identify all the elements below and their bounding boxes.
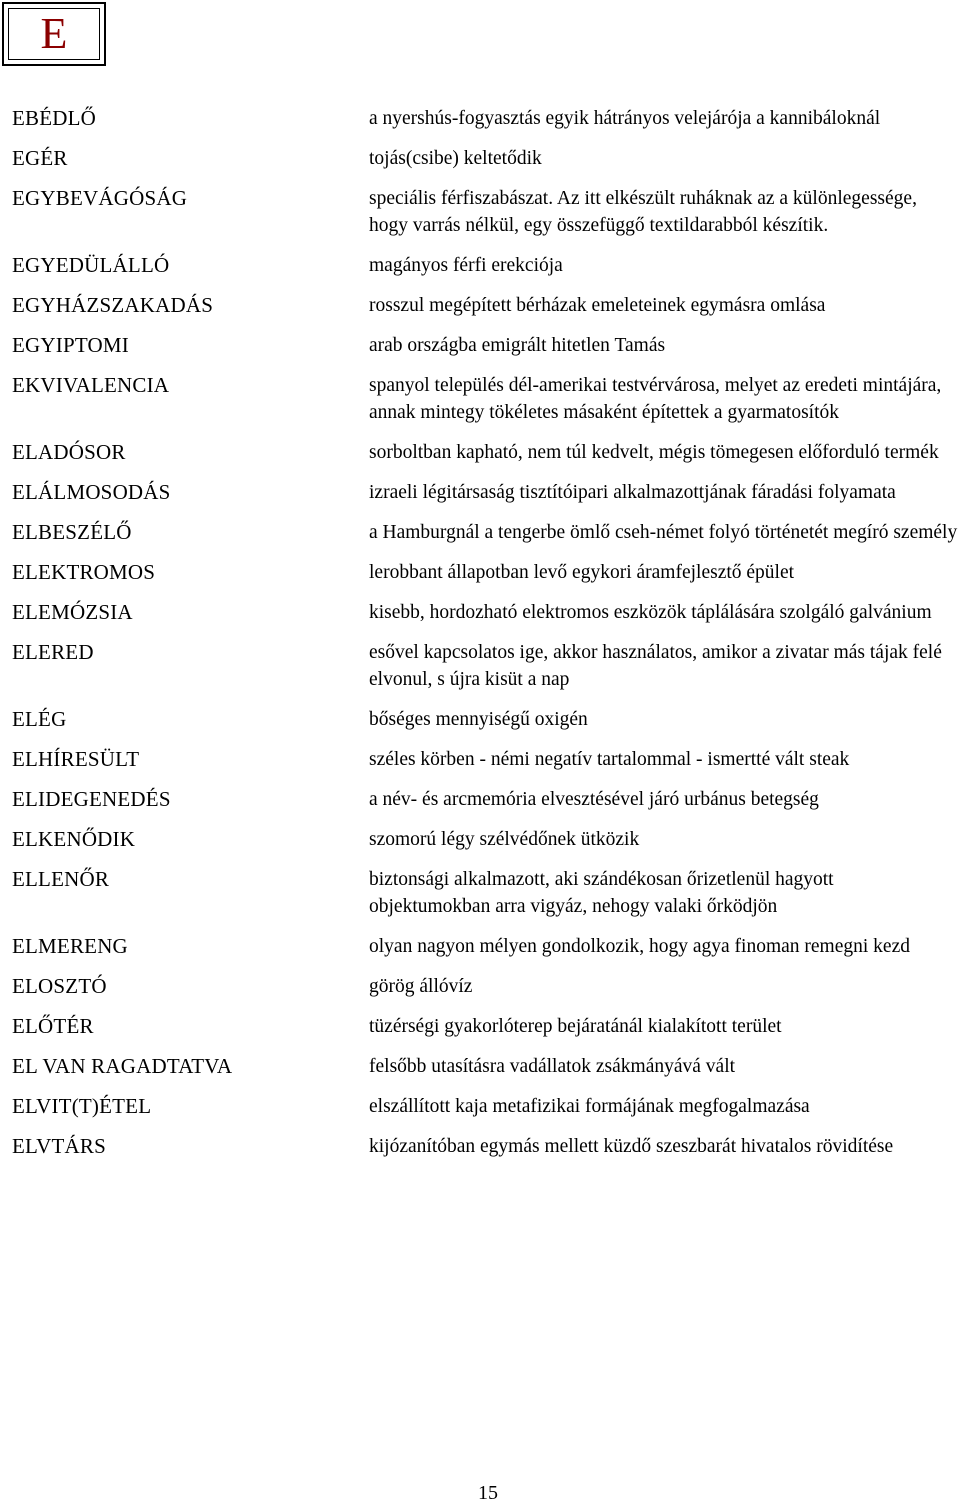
entry-definition: a nyershús-fogyasztás egyik hátrányos velejárója a kannibáloknál bbox=[369, 108, 881, 129]
glossary-list bbox=[12, 105, 958, 1173]
entry-definition: rosszul megépített bérházak emeleteinek egymásra omlása bbox=[369, 295, 826, 316]
entry-definition: kijózanítóban egymás mellett küzdő szeszbarát hivatalos rövidítése bbox=[369, 1136, 894, 1157]
entry-definition: a Hamburgnál a tengerbe ömlő cseh-német folyó történetét megíró személy bbox=[369, 522, 958, 543]
entry-definition: görög állóvíz bbox=[369, 976, 473, 997]
glossary-entry bbox=[12, 439, 958, 466]
section-letter: E bbox=[40, 9, 68, 58]
entry-definition: biztonsági alkalmazott, aki szándékosan őrizetlenül hagyott objektumokban arra vigyáz, nehogy valaki őrködjön bbox=[369, 869, 834, 917]
glossary-entry bbox=[12, 252, 958, 279]
entry-definition: izraeli légitársaság tisztítóipari alkalmazottjának fáradási folyamata bbox=[369, 482, 896, 503]
entry-definition: sorboltban kapható, nem túl kedvelt, mégis tömegesen előforduló termék bbox=[369, 442, 939, 463]
glossary-entry bbox=[12, 826, 958, 853]
entry-term: EGÉR bbox=[12, 146, 68, 170]
entry-term: EL VAN RAGADTATVA bbox=[12, 1054, 233, 1078]
entry-term: ELOSZTÓ bbox=[12, 974, 107, 998]
entry-term: EGYBEVÁGÓSÁG bbox=[12, 186, 188, 210]
glossary-entry bbox=[12, 372, 958, 426]
entry-term: ELLENŐR bbox=[12, 867, 110, 891]
entry-definition: széles körben - némi negatív tartalommal - ismertté vált steak bbox=[369, 749, 850, 770]
entry-term: ELIDEGENEDÉS bbox=[12, 787, 171, 811]
entry-definition: felsőbb utasításra vadállatok zsákmányává vált bbox=[369, 1056, 736, 1077]
entry-term: ELEMÓZSIA bbox=[12, 600, 133, 624]
entry-definition: esővel kapcsolatos ige, akkor használatos, amikor a zivatar más tájak felé elvonul, s újra kisüt a nap bbox=[369, 642, 942, 690]
section-letter-frame bbox=[8, 8, 100, 60]
entry-term: ELÁLMOSODÁS bbox=[12, 480, 171, 504]
glossary-entry bbox=[12, 519, 958, 546]
glossary-entry bbox=[12, 332, 958, 359]
glossary-entry bbox=[12, 559, 958, 586]
entry-term: ELŐTÉR bbox=[12, 1014, 94, 1038]
glossary-entry bbox=[12, 479, 958, 506]
glossary-entry bbox=[12, 1093, 958, 1120]
glossary-entry bbox=[12, 1013, 958, 1040]
entry-definition: olyan nagyon mélyen gondolkozik, hogy agya finoman remegni kezd bbox=[369, 936, 910, 957]
glossary-entry bbox=[12, 145, 958, 172]
entry-term: EGYHÁZSZAKADÁS bbox=[12, 293, 214, 317]
entry-definition: speciális férfiszabászat. Az itt elkészült ruháknak az a különlegessége, hogy varrás nélkül, egy összefüggő textildarabból készítik. bbox=[369, 188, 917, 236]
entry-term: ELERED bbox=[12, 640, 94, 664]
entry-term: ELHÍRESÜLT bbox=[12, 747, 140, 771]
entry-definition: bőséges mennyiségű oxigén bbox=[369, 709, 588, 730]
glossary-entry bbox=[12, 973, 958, 1000]
entry-definition: kisebb, hordozható elektromos eszközök táplálására szolgáló galvánium bbox=[369, 602, 932, 623]
entry-term: ELVIT(T)ÉTEL bbox=[12, 1094, 152, 1118]
entry-term: EGYIPTOMI bbox=[12, 333, 129, 357]
entry-term: ELKENŐDIK bbox=[12, 827, 136, 851]
section-letter-box bbox=[2, 2, 106, 66]
entry-term: ELÉG bbox=[12, 707, 67, 731]
entry-term: EGYEDÜLÁLLÓ bbox=[12, 253, 170, 277]
entry-term: EKVIVALENCIA bbox=[12, 373, 170, 397]
entry-term: ELMERENG bbox=[12, 934, 128, 958]
entry-term: ELADÓSOR bbox=[12, 440, 126, 464]
glossary-entry bbox=[12, 639, 958, 693]
entry-definition: spanyol település dél-amerikai testvérvárosa, melyet az eredeti mintájára, annak mintegy tökéletes másaként építettek a gyarmatosítók bbox=[369, 375, 942, 423]
entry-definition: elszállított kaja metafizikai formájának megfogalmazása bbox=[369, 1096, 810, 1117]
entry-term: ELEKTROMOS bbox=[12, 560, 156, 584]
page-number: 15 bbox=[478, 1482, 498, 1504]
entry-definition: arab országba emigrált hitetlen Tamás bbox=[369, 335, 666, 356]
entry-term: ELBESZÉLŐ bbox=[12, 520, 132, 544]
glossary-entry bbox=[12, 746, 958, 773]
entry-definition: szomorú légy szélvédőnek ütközik bbox=[369, 829, 640, 850]
entry-definition: tüzérségi gyakorlóterep bejáratánál kialakított terület bbox=[369, 1016, 782, 1037]
glossary-entry bbox=[12, 1133, 958, 1160]
entry-definition: tojás(csibe) keltetődik bbox=[369, 148, 542, 169]
entry-term: ELVTÁRS bbox=[12, 1134, 106, 1158]
entry-term: EBÉDLŐ bbox=[12, 106, 97, 130]
glossary-entry bbox=[12, 706, 958, 733]
entry-definition: lerobbant állapotban levő egykori áramfejlesztő épület bbox=[369, 562, 795, 583]
glossary-entry bbox=[12, 866, 958, 920]
glossary-entry bbox=[12, 185, 958, 239]
glossary-entry bbox=[12, 599, 958, 626]
glossary-entry bbox=[12, 105, 958, 132]
glossary-entry bbox=[12, 292, 958, 319]
glossary-entry bbox=[12, 786, 958, 813]
glossary-entry bbox=[12, 1053, 958, 1080]
glossary-entry bbox=[12, 933, 958, 960]
entry-definition: a név- és arcmemória elvesztésével járó urbánus betegség bbox=[369, 789, 819, 810]
entry-definition: magányos férfi erekciója bbox=[369, 255, 563, 276]
